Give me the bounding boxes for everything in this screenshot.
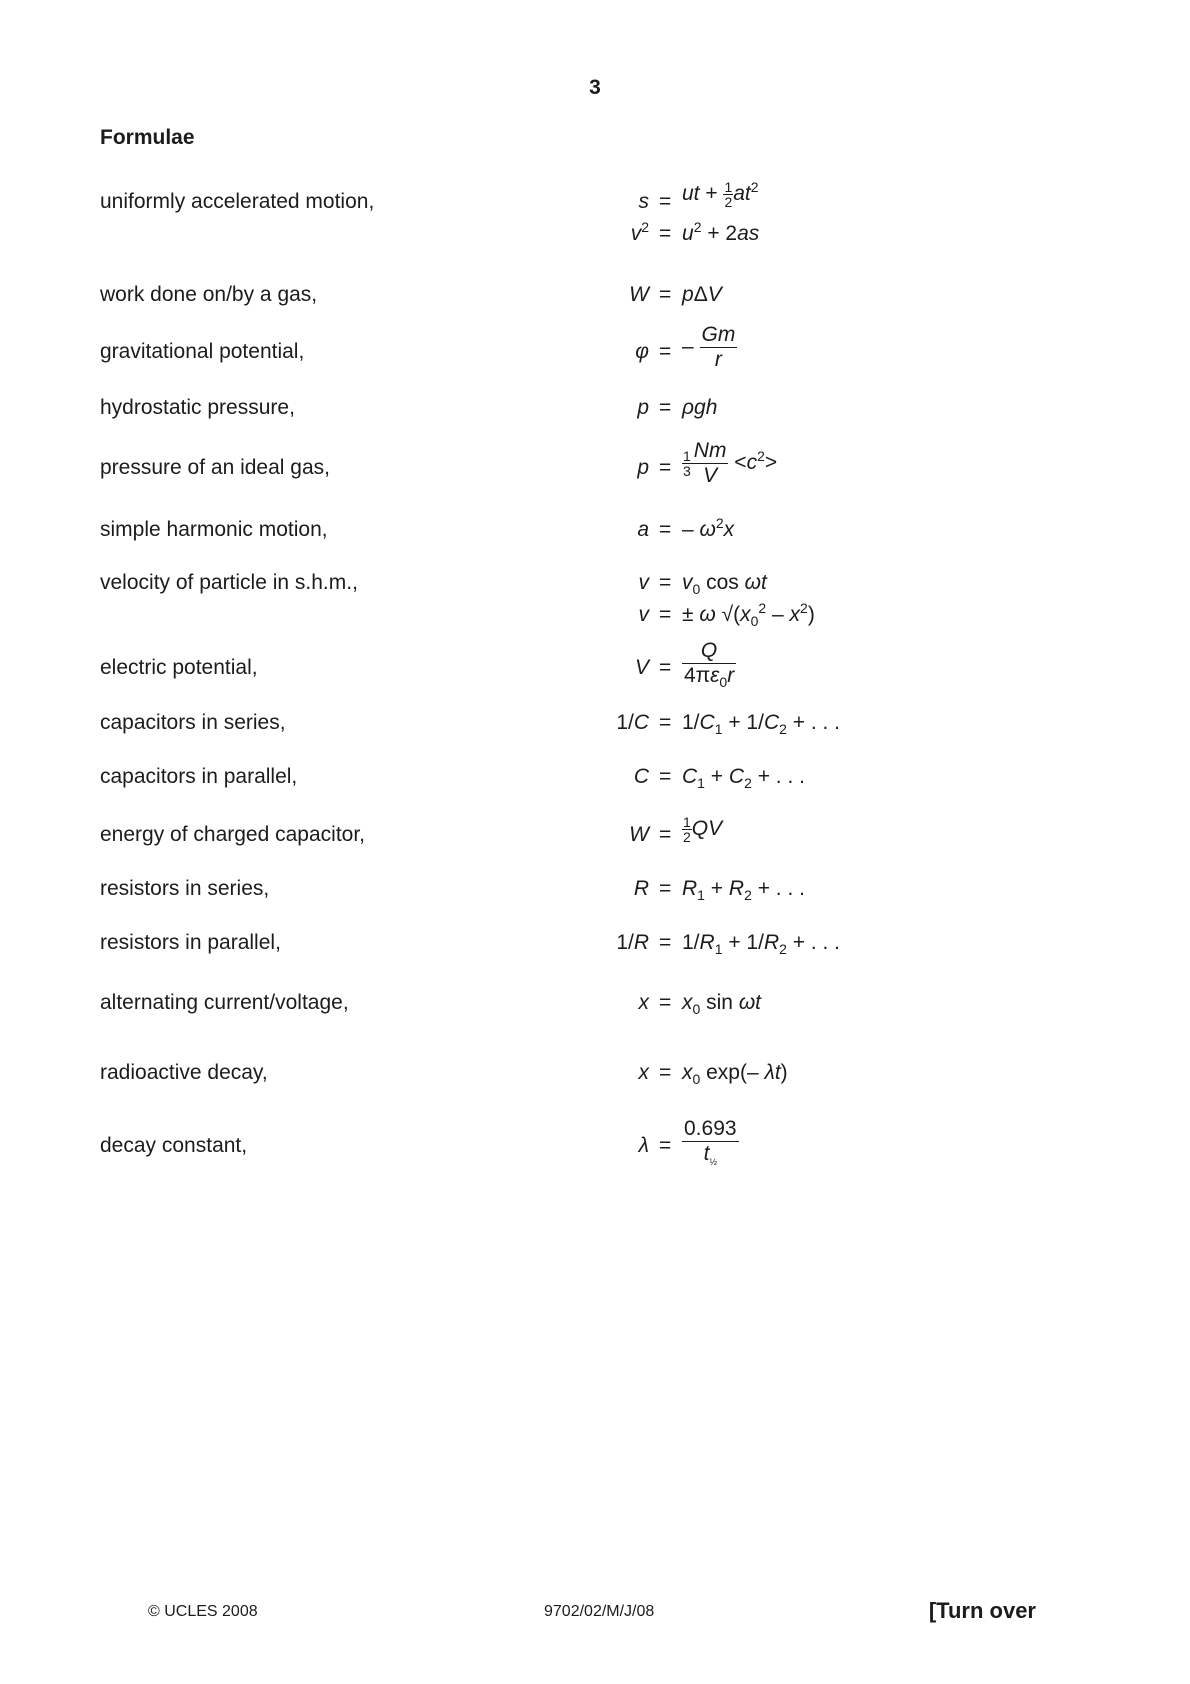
formula-lhs: x xyxy=(638,1061,649,1084)
equals-sign: = xyxy=(659,765,672,788)
formula-label: simple harmonic motion, xyxy=(100,518,328,541)
formula-lhs: p xyxy=(637,396,649,419)
formula-lhs: p xyxy=(637,456,649,479)
formula-row-shm xyxy=(100,515,1000,541)
formula-rhs: $\frac{1}{3}$ $\frac{Nm}{V}$ $<c^2>$ xyxy=(683,439,778,488)
equals-sign: = xyxy=(659,711,672,734)
formula-rhs: $R_1 + R_2$ + . . . xyxy=(682,877,805,904)
formula-row-grav-potential xyxy=(100,323,1000,372)
formula-label: resistors in parallel, xyxy=(100,931,281,954)
equals-sign: = xyxy=(659,991,672,1014)
equals-sign: = xyxy=(659,518,672,541)
equals-sign: = xyxy=(659,877,672,900)
formula-lhs: $v^2$ xyxy=(630,219,649,245)
formula-row-radioactive xyxy=(100,1061,1000,1088)
fraction: $\frac{Gm}{r}$ xyxy=(701,323,736,372)
paper-code: 9702/02/M/J/08 xyxy=(544,1603,655,1620)
formula-lhs: W xyxy=(629,283,649,306)
formula-rhs: $v_0$ cos ωt xyxy=(682,571,767,598)
formula-row-shm-velocity xyxy=(100,571,1000,630)
formula-lhs: λ xyxy=(638,1134,649,1157)
formula-row-uniform-motion xyxy=(100,179,1000,245)
equals-sign: = xyxy=(659,656,672,679)
formula-rhs: $\frac{Q}{4\pi\varepsilon_0r}$ xyxy=(684,639,735,691)
equals-sign: = xyxy=(659,1061,672,1084)
formula-lhs: v xyxy=(638,603,649,626)
formula-lhs: v xyxy=(638,571,649,594)
formula-label: energy of charged capacitor, xyxy=(100,823,366,846)
formula-label: alternating current/voltage, xyxy=(100,991,349,1014)
formula-rhs: – $\frac{Gm}{r}$ xyxy=(682,323,736,372)
equals-sign: = xyxy=(659,283,672,306)
formula-label: resistors in series, xyxy=(100,877,270,900)
formula-row-resistors-series xyxy=(100,877,1000,904)
formula-label: velocity of particle in s.h.m., xyxy=(100,571,358,594)
equals-sign: = xyxy=(659,190,672,213)
formula-lhs: a xyxy=(637,518,649,541)
formula-rhs: $x_0$ sin ωt xyxy=(682,991,762,1018)
copyright-notice: © UCLES 2008 xyxy=(148,1603,258,1620)
formula-label: work done on/by a gas, xyxy=(100,283,318,306)
formula-lhs: V xyxy=(634,656,649,679)
equals-sign: = xyxy=(659,456,672,479)
formula-row-electric-potential xyxy=(100,639,1000,691)
formula-rhs: ρgh xyxy=(682,396,718,419)
formula-row-decay-constant xyxy=(100,1117,1000,1168)
formula-lhs: W xyxy=(629,823,649,846)
formula-lhs: R xyxy=(633,877,649,900)
formula-lhs: φ xyxy=(635,340,649,363)
formula-label: gravitational potential, xyxy=(100,340,305,363)
formula-rhs: ut + $\frac{1}{2}$ $at^2$ xyxy=(682,179,759,210)
formula-row-hydrostatic xyxy=(100,396,1000,419)
turn-over-notice: [Turn over xyxy=(928,1598,1036,1623)
formula-rhs: $\frac{0.693}{t_{\frac{1}{2}}}$ xyxy=(684,1117,737,1168)
fraction-half: $\frac{1}{2}$ xyxy=(724,179,733,210)
formula-label: radioactive decay, xyxy=(100,1061,268,1084)
formula-rhs: – $\omega^2x$ xyxy=(682,515,735,541)
formula-label: pressure of an ideal gas, xyxy=(100,456,330,479)
formula-lhs: x xyxy=(638,991,649,1014)
formula-rhs: $C_1 + C_2$ + . . . xyxy=(682,765,805,792)
formula-row-capacitors-parallel xyxy=(100,765,1000,792)
formula-row-alternating xyxy=(100,991,1000,1018)
formula-label: hydrostatic pressure, xyxy=(100,396,295,419)
formula-row-resistors-parallel xyxy=(100,931,1000,958)
formula-lhs: C xyxy=(633,765,649,788)
formula-label: uniformly accelerated motion, xyxy=(100,190,375,213)
formula-rhs: $\frac{1}{2}$ QV xyxy=(683,814,723,845)
equals-sign: = xyxy=(659,823,672,846)
formula-label: capacitors in parallel, xyxy=(100,765,298,788)
formula-rhs: ± ω $√(x_0^2 - x^2)$ xyxy=(682,600,815,630)
formula-rhs: $u^2 + 2as$ xyxy=(682,219,760,245)
formula-lhs: 1/R xyxy=(616,931,649,954)
formula-rhs: pΔV xyxy=(682,283,722,306)
equals-sign: = xyxy=(659,340,672,363)
formula-label: electric potential, xyxy=(100,656,258,679)
formula-rhs: $1/R_1 + 1/R_2$ + . . . xyxy=(682,931,841,958)
formula-lhs: s xyxy=(638,190,649,213)
equals-sign: = xyxy=(659,931,672,954)
formula-label: capacitors in series, xyxy=(100,711,286,734)
formula-rhs: $x_0$ exp(– λt) xyxy=(682,1061,788,1088)
formula-row-work-gas xyxy=(100,283,1000,306)
equals-sign: = xyxy=(659,571,672,594)
page-number: 3 xyxy=(589,76,601,99)
formula-lhs: 1/C xyxy=(616,711,649,734)
equals-sign: = xyxy=(659,396,672,419)
equals-sign: = xyxy=(659,1134,672,1157)
equals-sign: = xyxy=(659,222,672,245)
formula-row-capacitor-energy xyxy=(100,814,1000,846)
formula-rhs: $1/C_1 + 1/C_2$ + . . . xyxy=(682,711,841,738)
formulae-heading: Formulae xyxy=(100,126,195,149)
formula-row-capacitors-series xyxy=(100,711,1000,738)
equals-sign: = xyxy=(659,603,672,626)
formula-label: decay constant, xyxy=(100,1134,248,1157)
formula-row-ideal-gas xyxy=(100,439,1000,488)
